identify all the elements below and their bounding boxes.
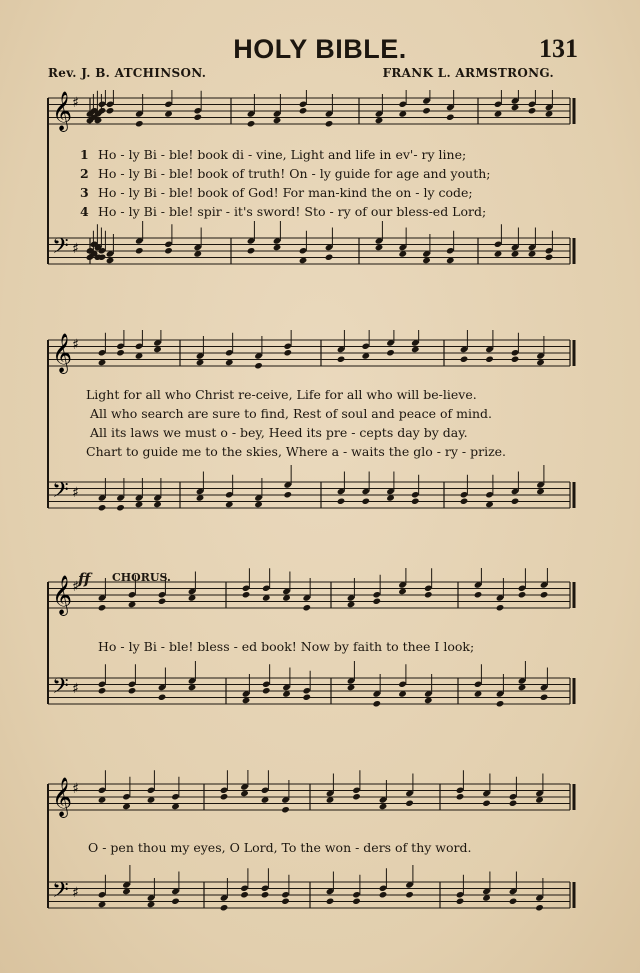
note-head [116, 504, 125, 511]
sharp-icon: ♯ [72, 781, 79, 797]
note-head [281, 806, 290, 813]
sharp-icon: ♯ [72, 241, 79, 257]
bass-clef-icon: 𝄢 [52, 674, 69, 704]
note-head [405, 800, 414, 807]
verse-number: 3 [80, 185, 89, 200]
note-head [545, 254, 554, 261]
composer-credit: FRANK L. ARMSTRONG. [382, 66, 554, 80]
note-head [518, 591, 527, 598]
note-head [254, 362, 263, 369]
note-head [106, 107, 115, 114]
note-head [446, 114, 455, 121]
note-head [325, 254, 334, 261]
chorus-line-1: Ho - ly Bi - ble! bless - ed book! Now by faith to thee I look; [98, 639, 475, 654]
note-head [352, 793, 361, 800]
note-head [405, 891, 414, 898]
note-head [496, 604, 505, 611]
sharp-icon: ♯ [72, 579, 79, 595]
note-head [411, 498, 420, 505]
note-head [535, 904, 544, 911]
verse-number: 1 [80, 147, 89, 162]
note-head [242, 591, 251, 598]
note-head [158, 598, 167, 605]
verse-3-line: All its laws we must o - bey, Heed its pre - cepts day by day. [90, 425, 468, 440]
note-head [540, 591, 549, 598]
bass-clef-icon: 𝄢 [52, 478, 69, 508]
note-head [456, 898, 465, 905]
verse-4-line: Chart to guide me to the skies, Where a - waits the glo - ry - prize. [86, 444, 507, 459]
note-head [247, 247, 256, 254]
sharp-icon: ♯ [72, 885, 79, 901]
note-head [302, 604, 311, 611]
chorus-label: CHORUS. [112, 571, 171, 584]
sharp-icon: ♯ [72, 485, 79, 501]
note-head [135, 247, 144, 254]
note-head [509, 898, 518, 905]
note-head [386, 349, 395, 356]
note-head [283, 491, 292, 498]
note-head [496, 700, 505, 707]
note-head [135, 120, 144, 127]
sharp-icon: ♯ [72, 681, 79, 697]
note-head [299, 107, 308, 114]
note-head [193, 114, 202, 121]
verse-1-line: Ho - ly Bi - ble! book di - vine, Light and life in ev'- ry line; [98, 147, 467, 162]
note-head [372, 598, 381, 605]
note-head [116, 349, 125, 356]
sharp-icon: ♯ [72, 95, 79, 111]
verse-3-line: Ho - ly Bi - ble! book of God! For man-kind the on - ly code; [98, 185, 473, 200]
music-system-3 [38, 568, 576, 720]
note-head [325, 120, 334, 127]
verse-4-line: Ho - ly Bi - ble! spir - it's sword! Sto - ry of our bless-ed Lord; [98, 204, 487, 219]
note-head [128, 687, 137, 694]
note-head [262, 687, 271, 694]
note-head [474, 591, 483, 598]
note-head [326, 898, 335, 905]
music-system-2 [38, 330, 576, 520]
treble-clef-icon: 𝄞 [52, 91, 73, 131]
note-head [281, 898, 290, 905]
verse-2-line: Ho - ly Bi - ble! book of truth! On - ly guide for age and youth; [98, 166, 491, 181]
note-head [379, 891, 388, 898]
note-head [164, 247, 173, 254]
note-head [540, 694, 549, 701]
note-head [422, 107, 431, 114]
sharp-icon: ♯ [72, 337, 79, 353]
note-head [460, 356, 469, 363]
note-head [261, 891, 270, 898]
chorus-line-2: O - pen thou my eyes, O Lord, To the won - ders of thy word. [88, 840, 472, 855]
note-head [220, 793, 229, 800]
music-system-4 [38, 770, 576, 920]
bass-clef-icon: 𝄢 [52, 878, 69, 908]
note-head [247, 120, 256, 127]
note-head [511, 498, 520, 505]
note-head [158, 694, 167, 701]
bass-clef-icon: 𝄢 [52, 234, 69, 264]
verse-number: 2 [80, 166, 89, 181]
note-head [482, 800, 491, 807]
note-head [283, 349, 292, 356]
note-head [98, 604, 107, 611]
system-1-notation [38, 90, 576, 275]
treble-clef-icon: 𝄞 [52, 333, 73, 373]
music-system-1 [38, 90, 576, 275]
note-head [337, 356, 346, 363]
hymn-title: HOLY BIBLE. [233, 34, 407, 64]
note-head [456, 793, 465, 800]
treble-clef-icon: 𝄞 [52, 575, 73, 615]
note-head [511, 356, 520, 363]
note-head [485, 356, 494, 363]
note-head [337, 498, 346, 505]
note-head [240, 891, 249, 898]
verse-2-line: All who search are sure to find, Rest of soul and peace of mind. [90, 406, 492, 421]
note-head [352, 898, 361, 905]
note-head [460, 498, 469, 505]
note-head [372, 700, 381, 707]
verse-1-line: Light for all who Christ re-ceive, Life for all who will be-lieve. [86, 387, 477, 402]
note-head [424, 591, 433, 598]
note-head [98, 504, 107, 511]
note-head [361, 498, 370, 505]
verse-number: 4 [80, 204, 89, 219]
note-head [220, 904, 229, 911]
note-head [509, 800, 518, 807]
note-head [171, 898, 180, 905]
treble-clef-icon: 𝄞 [52, 777, 73, 817]
page-number: 131 [539, 34, 578, 63]
dynamic-marking: ff [78, 570, 91, 588]
note-head [528, 107, 537, 114]
note-head [98, 687, 107, 694]
lyricist-credit: Rev. J. B. ATCHINSON. [48, 66, 207, 80]
note-head [302, 694, 311, 701]
